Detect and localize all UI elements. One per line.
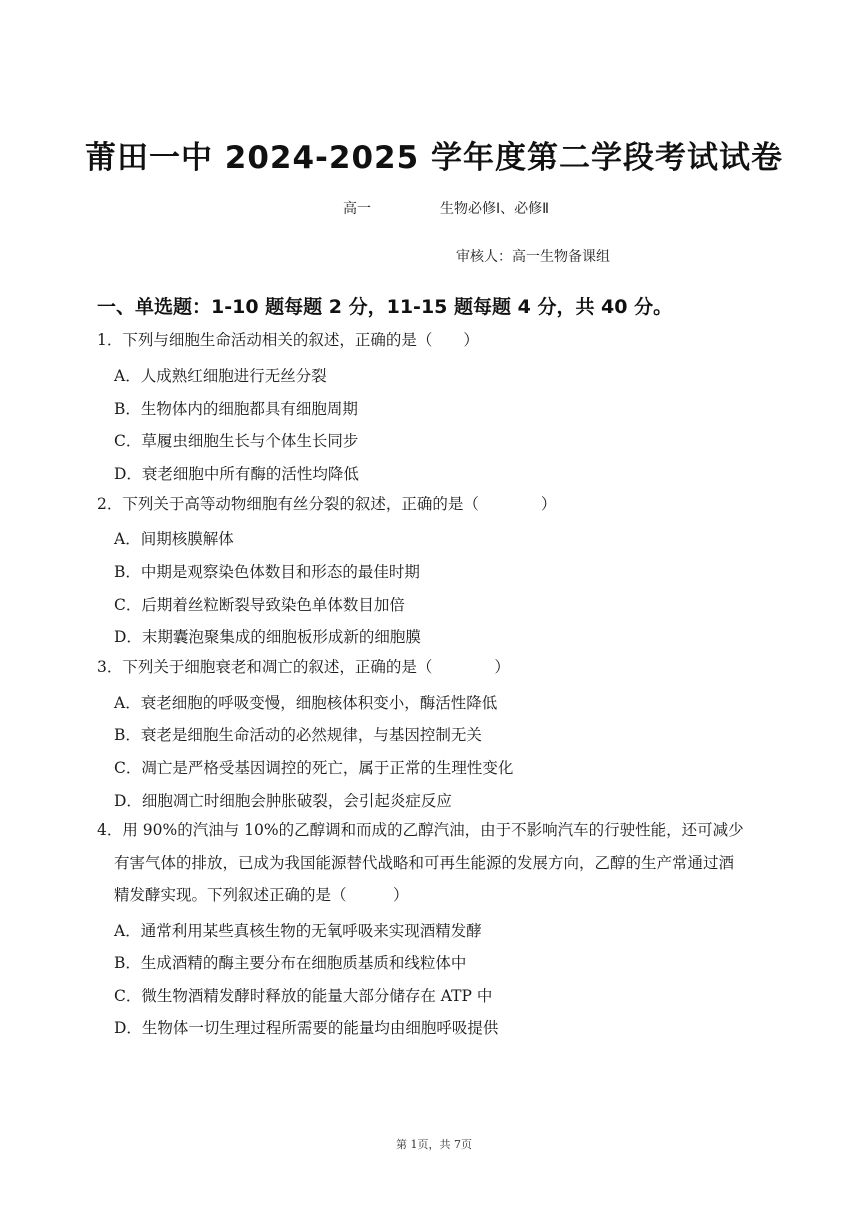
question-4-option-b: B．生成酒精的酶主要分布在细胞质基质和线粒体中 (114, 954, 467, 972)
question-2-stem: 2．下列关于高等动物细胞有丝分裂的叙述，正确的是（ ） (97, 495, 557, 513)
exam-title: 莆田一中 2024-2025 学年度第二学段考试试卷 (84, 140, 783, 176)
question-1-option-a: A．人成熟红细胞进行无丝分裂 (114, 367, 327, 385)
question-2-option-a: A．间期核膜解体 (114, 530, 234, 548)
question-2-option-d: D．末期囊泡聚集成的细胞板形成新的细胞膜 (114, 628, 421, 646)
subject-label: 生物必修Ⅰ、必修Ⅱ (440, 201, 550, 217)
question-4-option-c: C．微生物酒精发酵时释放的能量大部分储存在 ATP 中 (114, 987, 493, 1005)
question-4-stem-line-2: 有害气体的排放，已成为我国能源替代战略和可再生能源的发展方向，乙醇的生产常通过酒 (114, 854, 735, 872)
question-2-option-b: B．中期是观察染色体数目和形态的最佳时期 (114, 563, 420, 581)
grade-label: 高一 (343, 201, 371, 217)
section-heading: 一、单选题：1-10 题每题 2 分，11-15 题每题 4 分，共 40 分。 (97, 296, 673, 318)
question-4-stem-line-1: 4．用 90%的汽油与 10%的乙醇调和而成的乙醇汽油，由于不影响汽车的行驶性能，还可减少 (97, 821, 744, 839)
question-4-option-d: D．生物体一切生理过程所需要的能量均由细胞呼吸提供 (114, 1019, 499, 1037)
question-4-option-a: A．通常利用某些真核生物的无氧呼吸来实现酒精发酵 (114, 922, 482, 940)
question-1-option-b: B．生物体内的细胞都具有细胞周期 (114, 400, 358, 418)
question-1-option-c: C．草履虫细胞生长与个体生长同步 (114, 432, 359, 450)
question-1-stem: 1．下列与细胞生命活动相关的叙述，正确的是（ ） (97, 331, 479, 349)
question-3-option-c: C．凋亡是严格受基因调控的死亡，属于正常的生理性变化 (114, 759, 514, 777)
question-2-option-c: C．后期着丝粒断裂导致染色单体数目加倍 (114, 596, 405, 614)
question-1-option-d: D．衰老细胞中所有酶的活性均降低 (114, 465, 359, 483)
reviewer-label: 审核人：高一生物备课组 (456, 249, 610, 265)
question-3-option-d: D．细胞凋亡时细胞会肿胀破裂，会引起炎症反应 (114, 792, 452, 810)
page-footer: 第 1页，共 7页 (396, 1138, 472, 1151)
question-3-option-a: A．衰老细胞的呼吸变慢，细胞核体积变小，酶活性降低 (114, 694, 498, 712)
question-3-stem: 3．下列关于细胞衰老和凋亡的叙述，正确的是（ ） (97, 658, 510, 676)
question-4-stem-line-3: 精发酵实现。下列叙述正确的是（ ） (114, 886, 409, 904)
question-3-option-b: B．衰老是细胞生命活动的必然规律，与基因控制无关 (114, 726, 482, 744)
